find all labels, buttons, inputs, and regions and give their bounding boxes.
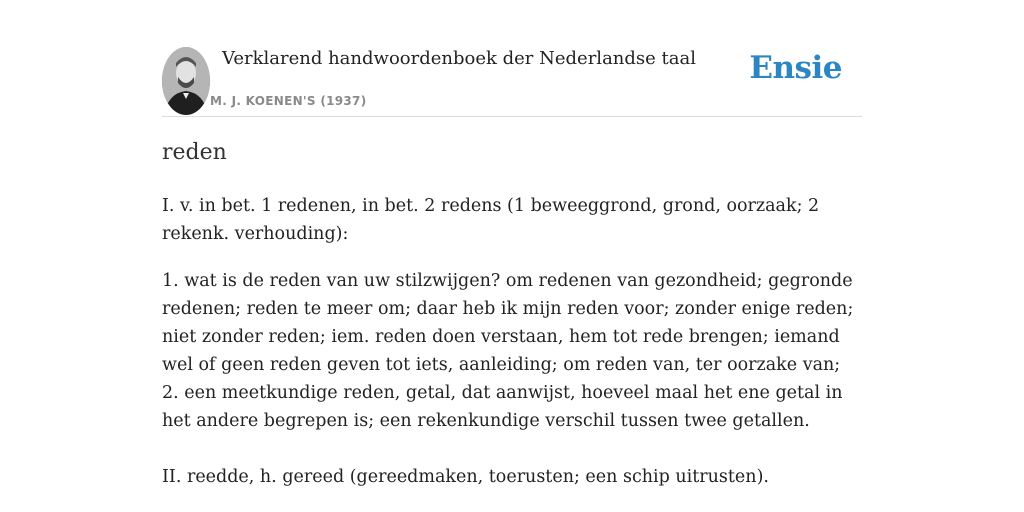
entry-headword: reden — [162, 140, 227, 165]
entry-intro: I. v. in bet. 1 redenen, in bet. 2 redens (1 beweeggrond, grond, oorzaak; 2 rekenk. verhouding): — [162, 196, 820, 244]
dictionary-header — [162, 40, 862, 117]
definition-1: 1. wat is de reden van uw stilzwijgen? om redenen van gezondheid; gegronde redenen; reden te meer om; daar heb ik mijn reden voor; zonder enige reden; niet zonder reden; iem. reden doen verstaan, hem tot rede brengen; iemand wel of geen reden geven tot iets, aanleiding; om reden van, ter oorzake van; — [162, 271, 854, 375]
author-portrait-icon — [162, 47, 210, 115]
entry-content — [162, 192, 862, 491]
entry-section-2: II. reedde, h. gereed (gereedmaken, toerusten; een schip uitrusten). — [162, 467, 769, 487]
ensie-logo[interactable]: Ensie — [749, 50, 842, 86]
book-title[interactable]: Verklarend handwoordenboek der Nederlandse taal — [222, 48, 696, 69]
book-author[interactable]: M. J. KOENEN'S (1937) — [210, 94, 367, 108]
definition-2: 2. een meetkundige reden, getal, dat aanwijst, hoeveel maal het ene getal in het andere begrepen is; een rekenkundige verschil tussen twee getallen. — [162, 383, 843, 431]
